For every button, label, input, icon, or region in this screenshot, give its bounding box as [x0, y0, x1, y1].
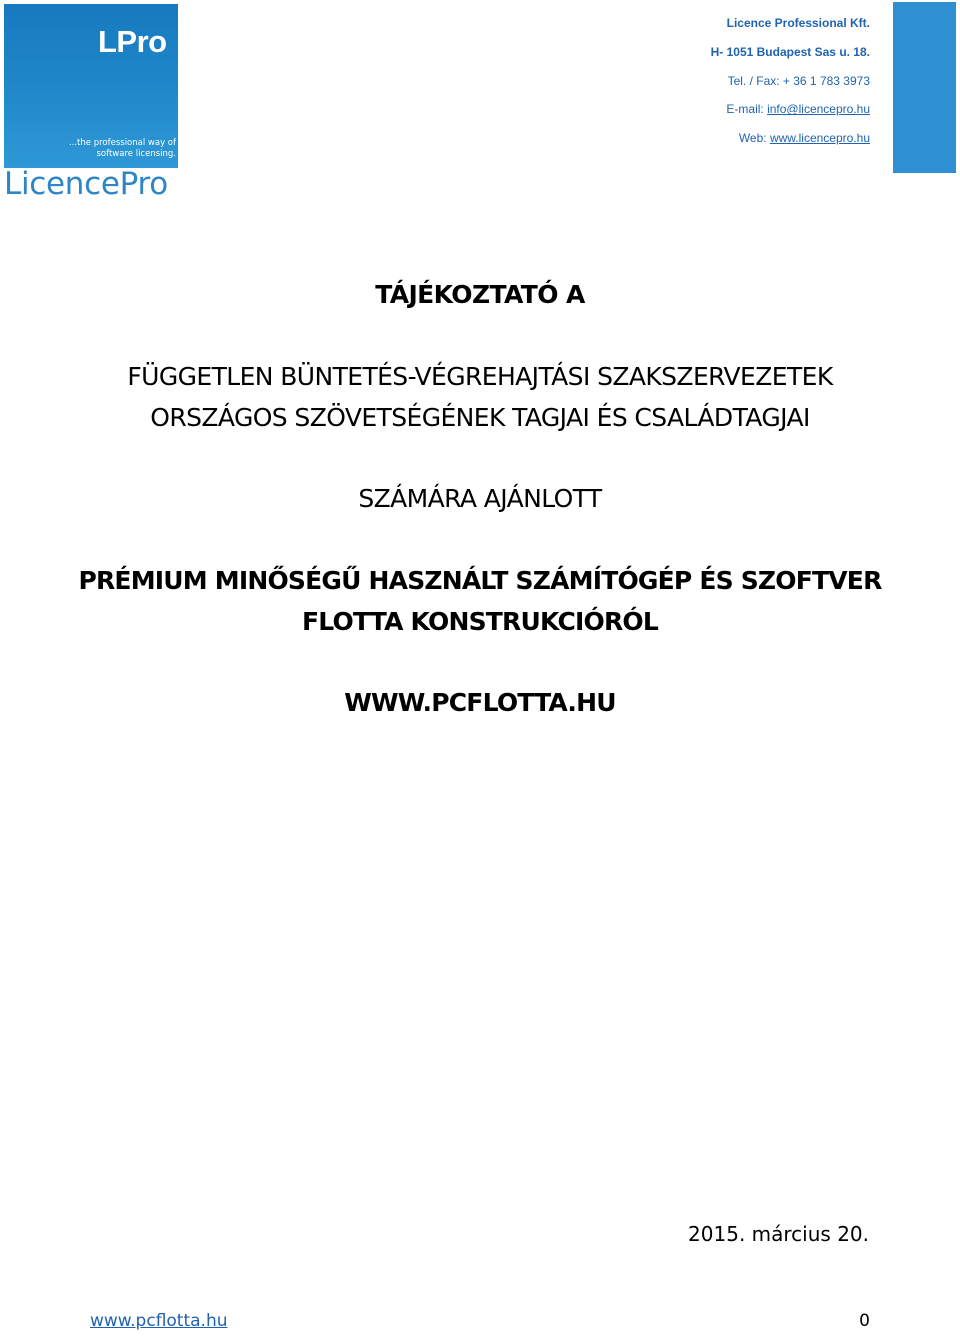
logo-tagline-line2: software licensing.	[96, 149, 176, 159]
email-label: E-mail:	[726, 102, 768, 117]
logo-mark: LPro	[98, 24, 167, 59]
logo-tagline-line1: ...the professional way of	[68, 138, 176, 148]
logo-block	[4, 4, 178, 168]
company-phone: Tel. / Fax: + 36 1 783 3973	[727, 73, 870, 88]
page-number: 0	[859, 1311, 870, 1331]
logo-wordmark: LicencePro	[4, 166, 168, 202]
email-link[interactable]: info@licencepro.hu	[767, 102, 870, 117]
recommended-heading: SZÁMÁRA AJÁNLOTT	[358, 484, 602, 513]
web-label: Web:	[738, 131, 770, 146]
logo-tagline	[64, 138, 176, 160]
company-address: H- 1051 Budapest Sas u. 18.	[710, 44, 870, 59]
offer-line1: PRÉMIUM MINŐSÉGŰ HASZNÁLT SZÁMÍTÓGÉP ÉS SZOFTVER	[78, 566, 882, 595]
document-title: TÁJÉKOZTATÓ A	[375, 280, 585, 309]
organization-line1: FÜGGETLEN BÜNTETÉS-VÉGREHAJTÁSI SZAKSZERVEZETEK	[127, 362, 833, 391]
web-link[interactable]: www.licencepro.hu	[769, 131, 870, 146]
offer-line2: FLOTTA KONSTRUKCIÓRÓL	[302, 607, 658, 636]
company-email-row	[711, 95, 870, 124]
organization-line2: ORSZÁGOS SZÖVETSÉGÉNEK TAGJAI ÉS CSALÁDTAGJAI	[150, 403, 810, 432]
company-name: Licence Professional Kft.	[726, 16, 870, 30]
website-heading: WWW.PCFLOTTA.HU	[344, 688, 616, 717]
footer-link[interactable]: www.pcflotta.hu	[90, 1311, 228, 1331]
company-info	[711, 9, 870, 153]
company-web-row	[711, 124, 870, 153]
document-date: 2015. március 20.	[688, 1222, 869, 1246]
corner-decoration	[893, 2, 956, 173]
